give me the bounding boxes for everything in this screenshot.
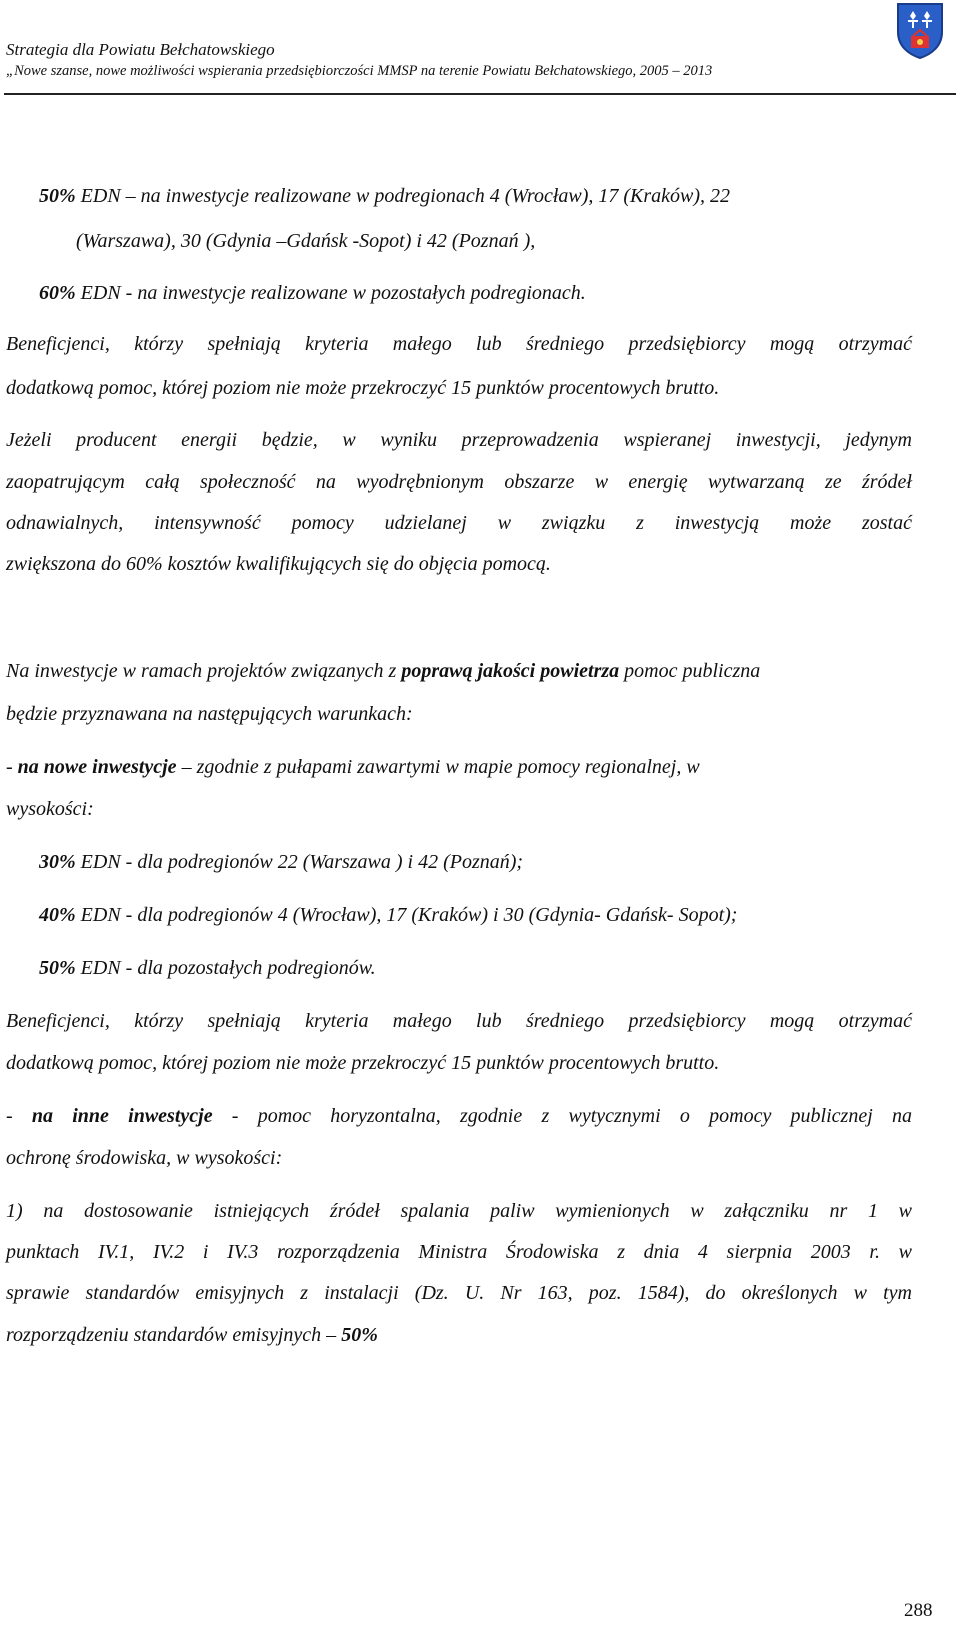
page-header xyxy=(0,0,960,96)
text-line: sprawie standardów emisyjnych z instalacji (Dz. U. Nr 163, poz. 1584), do określonych w tym xyxy=(6,1282,912,1304)
text-line: rozporządzeniu standardów emisyjnych – 50% xyxy=(6,1324,378,1346)
text-line: (Warszawa), 30 (Gdynia –Gdańsk -Sopot) i 42 (Poznań ), xyxy=(76,230,536,252)
header-subtitle: „Nowe szanse, nowe możliwości wspierania przedsiębiorczości MMSP na terenie Powiatu Bełchatowskiego, 2005 – 2013 xyxy=(6,63,713,79)
text-line: 30% EDN - dla podregionów 22 (Warszawa ) i 42 (Poznań); xyxy=(39,851,524,873)
text-line: Na inwestycje w ramach projektów związanych z poprawą jakości powietrza pomoc publiczna xyxy=(6,660,761,682)
text-line: wysokości: xyxy=(6,798,94,820)
text-line: dodatkową pomoc, której poziom nie może przekroczyć 15 punktów procentowych brutto. xyxy=(6,1052,720,1074)
text-line: - na inne inwestycje - pomoc horyzontalna, zgodnie z wytycznymi o pomocy publicznej na xyxy=(6,1105,912,1127)
text-line: zwiększona do 60% kosztów kwalifikujących się do objęcia pomocą. xyxy=(6,553,551,575)
header-title: Strategia dla Powiatu Bełchatowskiego xyxy=(6,40,275,59)
page-number: 288 xyxy=(904,1600,933,1621)
text-line: Jeżeli producent energii będzie, w wyniku przeprowadzenia wspieranej inwestycji, jedynym xyxy=(6,429,912,451)
text-line: 1) na dostosowanie istniejących źródeł spalania paliw wymienionych w załączniku nr 1 w xyxy=(6,1200,912,1222)
text-line: Beneficjenci, którzy spełniają kryteria małego lub średniego przedsiębiorcy mogą otrzymać xyxy=(6,1010,912,1032)
text-line: 60% EDN - na inwestycje realizowane w pozostałych podregionach. xyxy=(39,282,586,304)
header-divider xyxy=(4,93,956,95)
text-line: będzie przyznawana na następujących warunkach: xyxy=(6,703,413,725)
text-line: punktach IV.1, IV.2 i IV.3 rozporządzenia Ministra Środowiska z dnia 4 sierpnia 2003 r. w xyxy=(6,1241,912,1263)
text-line: 50% EDN – na inwestycje realizowane w podregionach 4 (Wrocław), 17 (Kraków), 22 xyxy=(39,185,731,207)
text-line: 50% EDN - dla pozostałych podregionów. xyxy=(39,957,376,979)
text-line: - na nowe inwestycje – zgodnie z pułapami zawartymi w mapie pomocy regionalnej, w xyxy=(6,756,700,778)
text-line: zaopatrującym całą społeczność na wyodrębnionym obszarze w energię wytwarzaną ze źródeł xyxy=(6,471,912,493)
coat-of-arms-icon xyxy=(896,2,944,60)
text-line: 40% EDN - dla podregionów 4 (Wrocław), 17 (Kraków) i 30 (Gdynia- Gdańsk- Sopot); xyxy=(39,904,738,926)
text-line: dodatkową pomoc, której poziom nie może przekroczyć 15 punktów procentowych brutto. xyxy=(6,377,720,399)
text-line: odnawialnych, intensywność pomocy udzielanej w związku z inwestycją może zostać xyxy=(6,512,912,534)
text-line: Beneficjenci, którzy spełniają kryteria małego lub średniego przedsiębiorcy mogą otrzymać xyxy=(6,333,912,355)
text-line: ochronę środowiska, w wysokości: xyxy=(6,1147,283,1169)
